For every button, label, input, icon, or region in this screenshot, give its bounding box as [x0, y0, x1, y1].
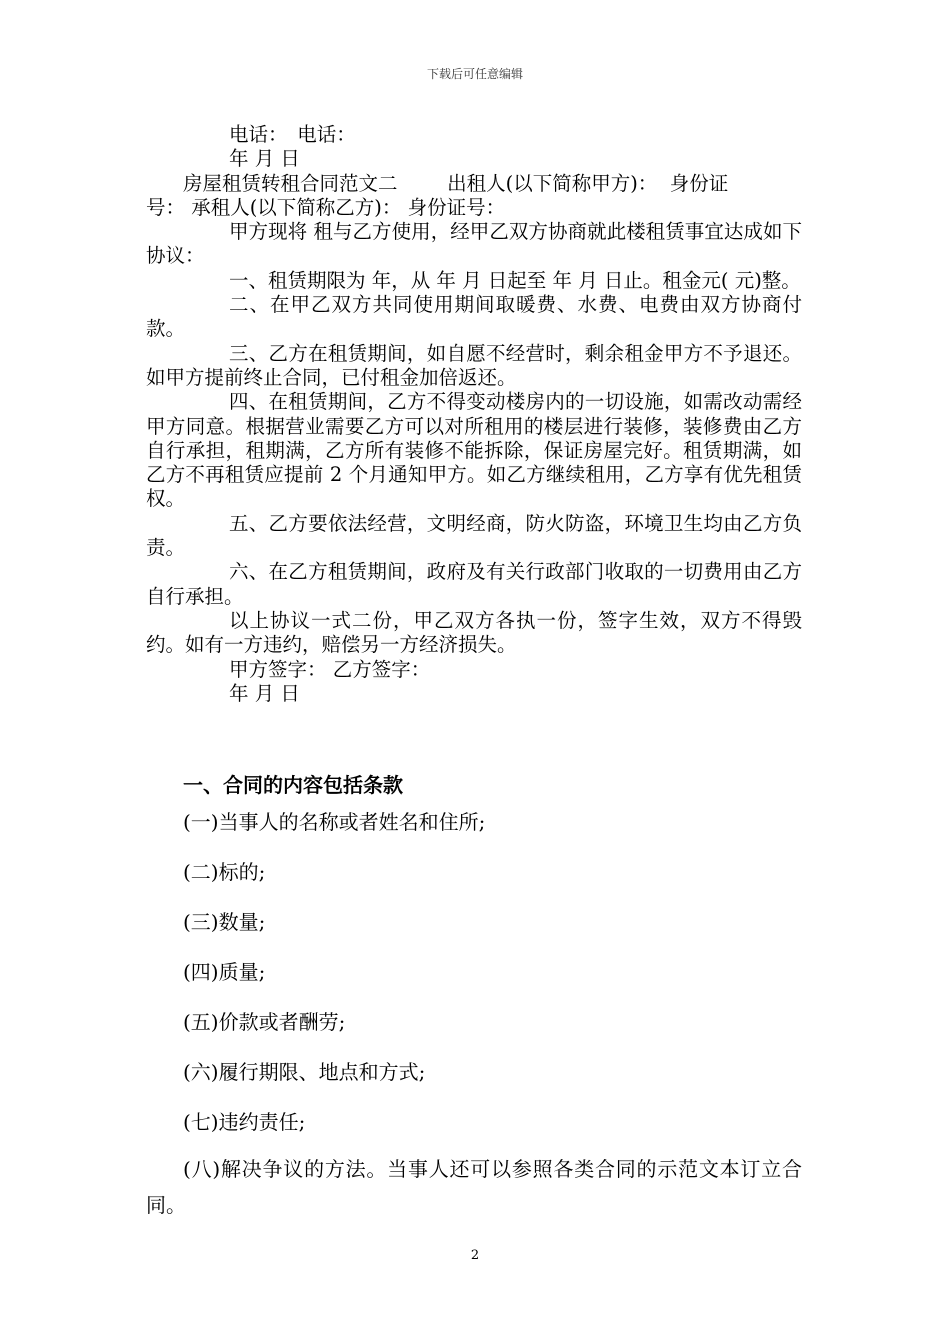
operation-paragraph: 五、乙方要依法经营，文明经商，防火防盗，环境卫生均由乙方负责。 [146, 511, 802, 560]
clause-item: (六)履行期限、地点和方式; [183, 1060, 426, 1084]
clause-item: (五)价款或者酬劳; [183, 1010, 346, 1034]
intro-paragraph: 甲方现将 租与乙方使用，经甲乙双方协商就此楼租赁事宜达成如下协议： [146, 220, 802, 268]
clause-item: (七)违约责任; [183, 1110, 306, 1134]
clause-item: (四)质量; [183, 960, 266, 984]
phone-line: 电话： 电话： [229, 123, 356, 146]
id-number-line: 号： 承租人(以下简称乙方)： 身份证号： [146, 195, 506, 219]
clause-item: (一)当事人的名称或者姓名和住所; [183, 810, 486, 834]
agreement-copies-paragraph: 以上协议一式二份，甲乙双方各执一份，签字生效，双方不得毁约。如有一方违约，赔偿另一方经济损失。 [146, 608, 802, 657]
clause-item: (二)标的; [183, 860, 266, 884]
refund-paragraph: 三、乙方在租赁期间，如自愿不经营时，剩余租金甲方不予退还。如甲方提前终止合同，已付租金加倍返还。 [146, 341, 802, 389]
renovation-paragraph: 四、在租赁期间，乙方不得变动楼房内的一切设施，如需改动需经甲方同意。根据营业需要乙方可以对所租用的楼层进行装修，装修费由乙方自行承担，租期满，乙方所有装修不能拆除，保证房屋完好。租赁期满，如乙方不再租赁应提前 2 个月通知甲方。如乙方继续租用，乙方享有优先租赁权。 [146, 390, 802, 511]
term-paragraph: 一、租赁期限为 年，从 年 月 日起至 年 月 日止。租金元( 元)整。 [229, 268, 801, 292]
page-header-note: 下载后可任意编辑 [426, 67, 523, 81]
signature-line: 甲方签字： 乙方签字： [229, 657, 431, 681]
fees-paragraph: 二、在甲乙双方共同使用期间取暖费、水费、电费由双方协商付款。 [146, 293, 802, 341]
signature-date-line: 年 月 日 [229, 681, 300, 705]
page-number: 2 [470, 1248, 480, 1263]
contract-clauses-section [146, 772, 802, 1217]
date-line: 年 月 日 [229, 147, 300, 171]
contract-title-line: 房屋租赁转租合同范文二 出租人(以下简称甲方)： 身份证 [183, 171, 729, 195]
clause-item: (三)数量; [183, 910, 266, 934]
clause-item-last: (八)解决争议的方法。当事人还可以参照各类合同的示范文本订立合同。 [146, 1157, 802, 1217]
government-fees-paragraph: 六、在乙方租赁期间，政府及有关行政部门收取的一切费用由乙方自行承担。 [146, 560, 802, 608]
section-heading: 一、合同的内容包括条款 [183, 773, 403, 797]
contract-body [146, 123, 802, 706]
